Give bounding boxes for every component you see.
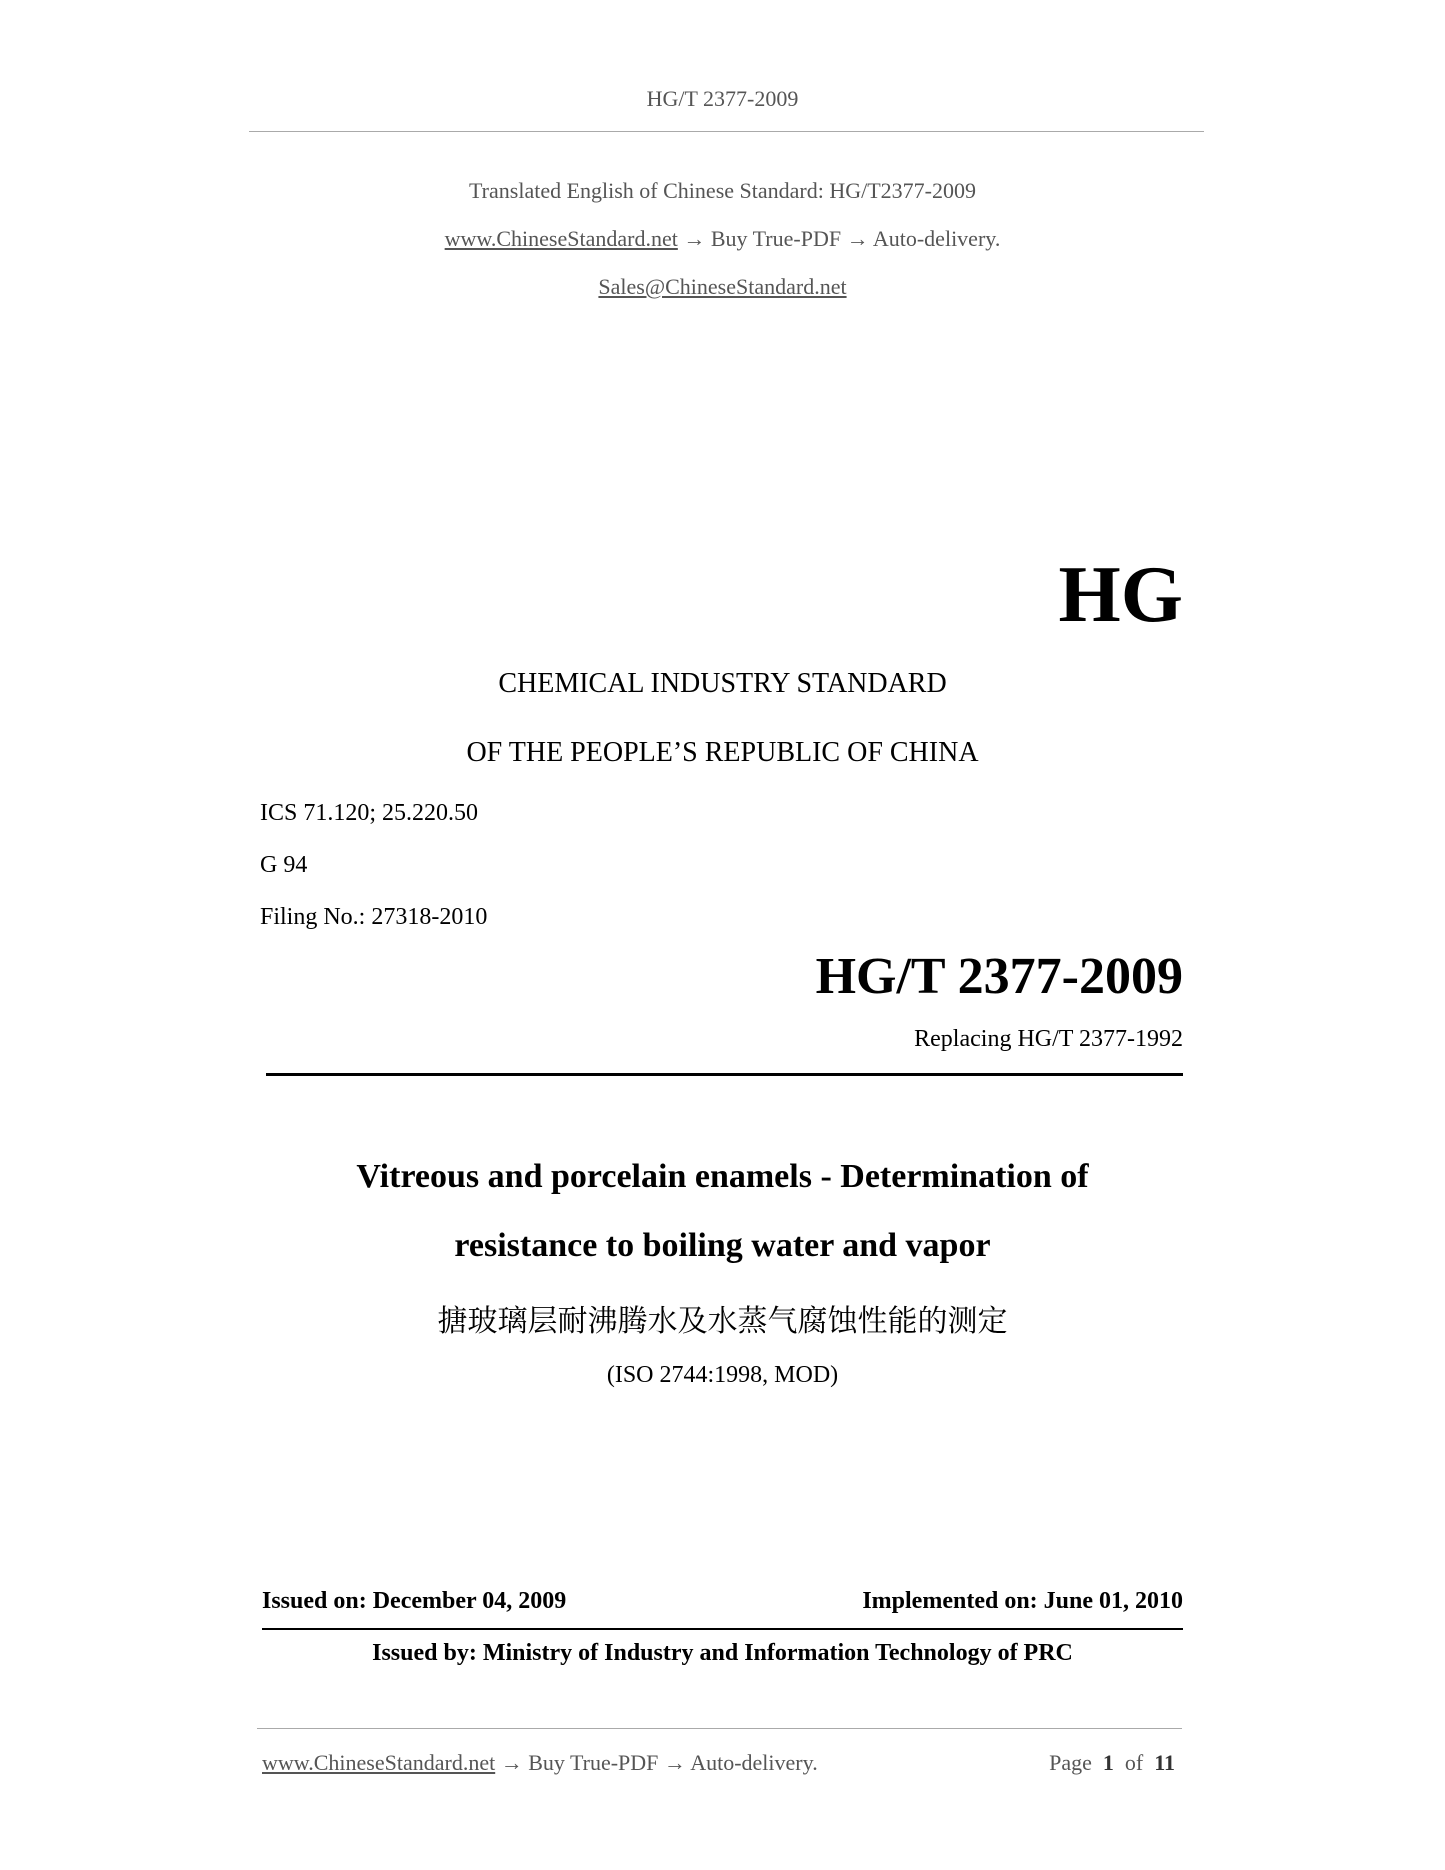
iso-reference: (ISO 2744:1998, MOD) (606, 1362, 839, 1388)
dates-divider (262, 1628, 1183, 1630)
footer-site-link[interactable]: www.ChineseStandard.net (262, 1750, 496, 1775)
org-title-line2: OF THE PEOPLE’S REPUBLIC OF CHINA (466, 737, 979, 768)
implemented-on-date: Implemented on: June 01, 2010 (862, 1588, 1183, 1614)
title-divider (266, 1073, 1183, 1076)
page-of: of (1124, 1750, 1144, 1775)
classification-code: G 94 (260, 852, 308, 878)
standard-number: HG/T 2377-2009 (815, 948, 1183, 1005)
arrow-right-icon: → (663, 1750, 686, 1775)
page-label: Page (1049, 1750, 1092, 1775)
email-link[interactable]: Sales@ChineseStandard.net (598, 274, 847, 299)
email-line (0, 274, 1445, 300)
arrow-right-icon: → (846, 226, 869, 251)
document-title-chinese: 搪玻璃层耐沸腾水及水蒸气腐蚀性能的测定 (437, 1304, 1008, 1339)
filing-number: Filing No.: 27318-2010 (260, 904, 488, 930)
replacing-standard: Replacing HG/T 2377-1992 (914, 1026, 1183, 1052)
buy-true-pdf-text: Buy True-PDF (710, 226, 842, 251)
issued-on-date: Issued on: December 04, 2009 (262, 1588, 567, 1614)
auto-delivery-text: Auto-delivery. (872, 226, 1001, 251)
translation-notice: Translated English of Chinese Standard: HG/T2377-2009 (469, 178, 976, 203)
running-header: HG/T 2377-2009 (646, 86, 799, 111)
arrow-right-icon: → (500, 1750, 523, 1775)
arrow-right-icon: → (683, 226, 706, 251)
page-current: 1 (1102, 1750, 1114, 1775)
issuing-authority: Issued by: Ministry of Industry and Information Technology of PRC (372, 1640, 1073, 1666)
site-link[interactable]: www.ChineseStandard.net (444, 226, 678, 251)
page-total: 11 (1154, 1750, 1175, 1775)
ics-code: ICS 71.120; 25.220.50 (260, 800, 479, 826)
footer-divider (257, 1728, 1182, 1729)
auto-delivery-text: Auto-delivery. (690, 1750, 818, 1775)
footer-purchase-line (262, 1750, 818, 1776)
document-title-line2: resistance to boiling water and vapor (454, 1227, 991, 1264)
buy-true-pdf-text: Buy True-PDF (528, 1750, 659, 1775)
header-divider (249, 131, 1204, 132)
page-indicator (900, 1750, 1175, 1776)
hg-logo: HG (1058, 551, 1183, 639)
org-title-line1: CHEMICAL INDUSTRY STANDARD (498, 668, 947, 699)
document-title-line1: Vitreous and porcelain enamels - Determination of (356, 1158, 1089, 1195)
purchase-line (0, 226, 1445, 252)
